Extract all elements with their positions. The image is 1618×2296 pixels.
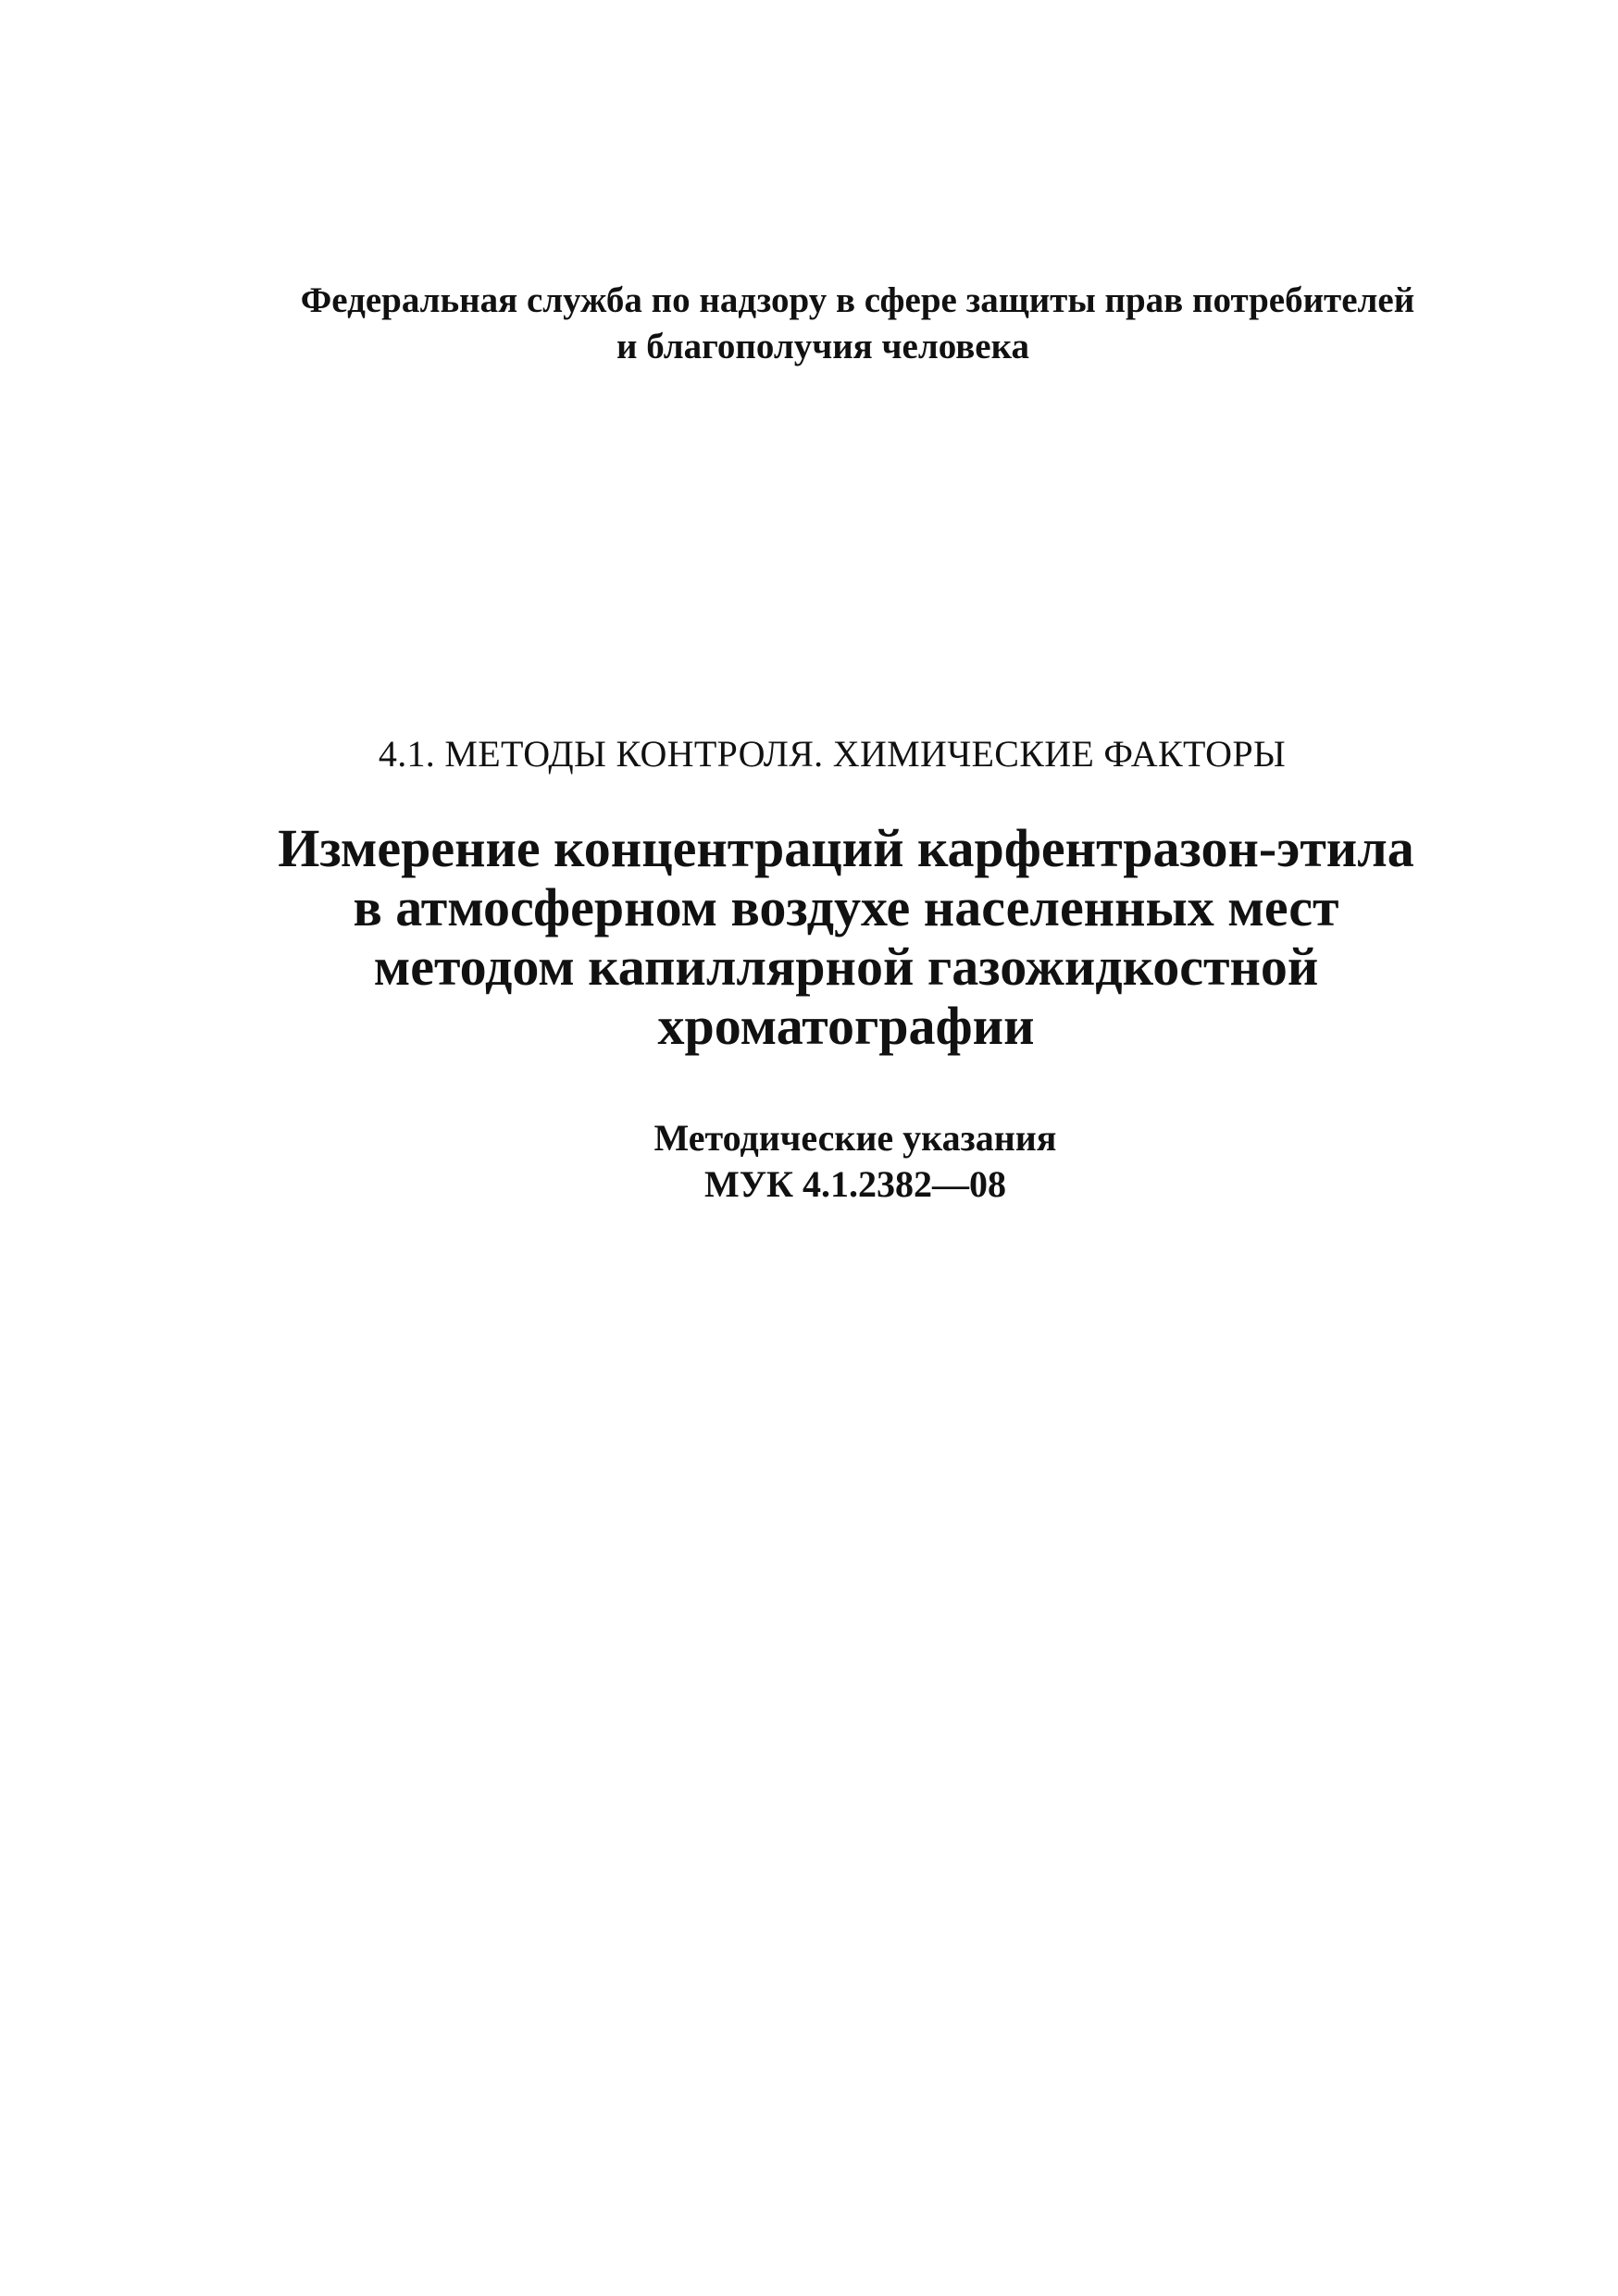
agency-name-line-2: и благополучия человека: [616, 327, 1029, 366]
title-line-4: хроматографии: [657, 996, 1035, 1056]
agency-name-line-1: Федеральная служба по надзору в сфере защиты прав потребителей: [300, 280, 1415, 320]
agency-header: [0, 278, 1618, 370]
title-line-2: в атмосферном воздухе населенных мест: [353, 877, 1339, 937]
document-type: [0, 1115, 1618, 1208]
title-line-1: Измерение концентраций карфентразон-этила: [278, 818, 1414, 878]
document-title: [0, 819, 1618, 1056]
series-heading: 4.1. МЕТОДЫ КОНТРОЛЯ. ХИМИЧЕСКИЕ ФАКТОРЫ: [378, 733, 1287, 775]
document-kind: Методические указания: [653, 1117, 1057, 1159]
document-code: МУК 4.1.2382—08: [703, 1163, 1007, 1205]
title-line-3: методом капиллярной газожидкостной: [373, 937, 1319, 997]
